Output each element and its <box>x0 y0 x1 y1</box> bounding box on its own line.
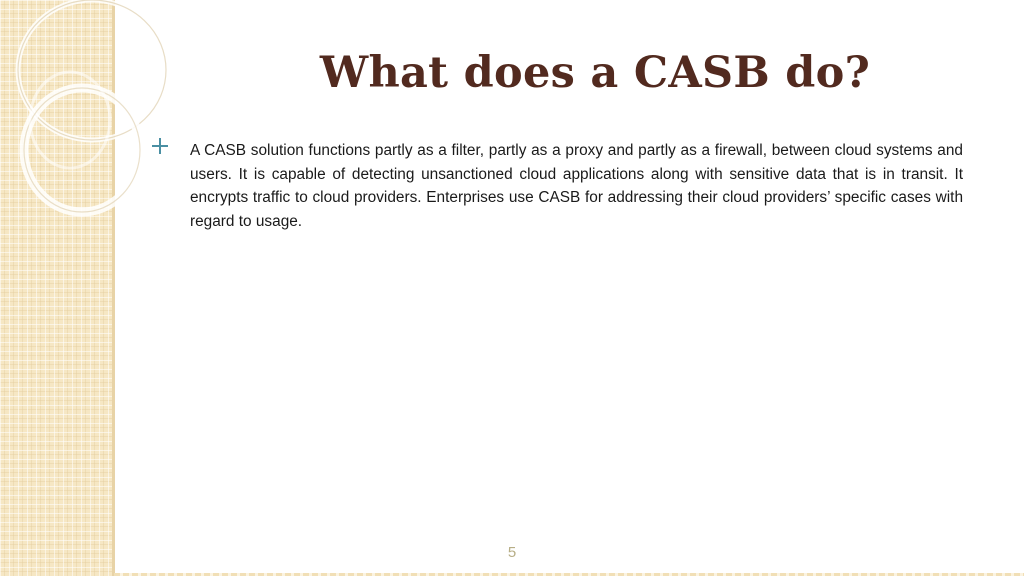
slide-title: What does a CASB do? <box>319 48 871 98</box>
plus-icon <box>150 136 170 156</box>
page-number: 5 <box>507 544 517 561</box>
bullet-text: A CASB solution functions partly as a filter, partly as a proxy and partly as a firewall, between cloud systems and users. It is capable of detecting unsanctioned cloud applications along with sensitive data that is in transit. It encrypts traffic to cloud providers. Enterprises use CASB for addressing their cloud providers’ specific cases with regard to usage. <box>190 142 963 230</box>
decorative-rings <box>0 0 180 230</box>
